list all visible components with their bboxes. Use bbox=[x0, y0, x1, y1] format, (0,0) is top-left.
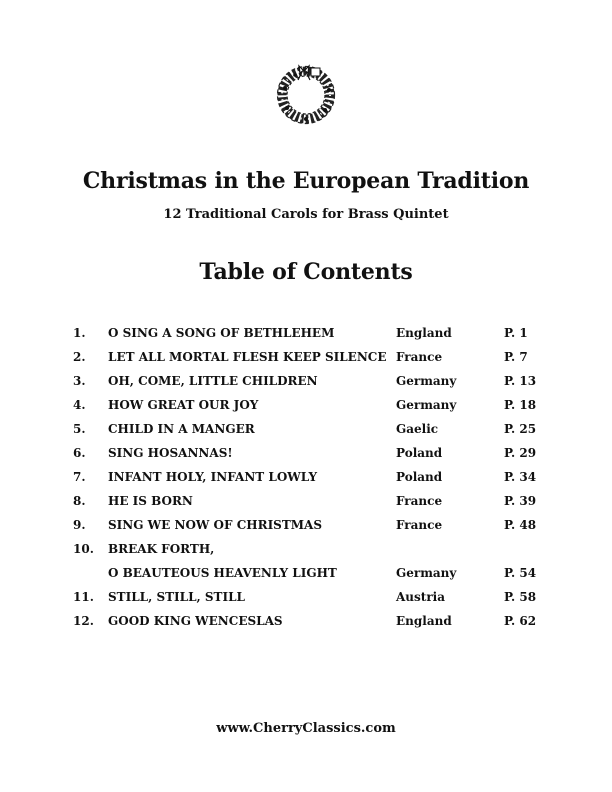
toc-title: HOW GREAT OUR JOY bbox=[108, 398, 259, 412]
toc-row bbox=[0, 371, 612, 395]
toc-number: 3. bbox=[73, 374, 86, 388]
toc-title: BREAK FORTH, bbox=[108, 542, 215, 556]
toc-row bbox=[0, 539, 612, 563]
toc-row bbox=[0, 323, 612, 347]
toc-title: SING WE NOW OF CHRISTMAS bbox=[108, 518, 323, 532]
toc-heading: Table of Contents bbox=[199, 259, 413, 285]
toc-page: P. 58 bbox=[504, 590, 537, 604]
toc-title: HE IS BORN bbox=[108, 494, 193, 508]
toc-row bbox=[0, 347, 612, 371]
toc-number: 4. bbox=[73, 398, 86, 412]
toc-number: 1. bbox=[73, 326, 86, 340]
toc-country: Austria bbox=[396, 590, 445, 604]
toc-row bbox=[0, 467, 612, 491]
toc-country: France bbox=[396, 494, 443, 508]
toc-number: 7. bbox=[73, 470, 86, 484]
toc-row bbox=[0, 395, 612, 419]
toc-page: P. 39 bbox=[504, 494, 537, 508]
wreath-icon bbox=[271, 58, 341, 126]
toc-number: 8. bbox=[73, 494, 86, 508]
toc-country: Poland bbox=[396, 470, 443, 484]
toc-title: O BEAUTEOUS HEAVENLY LIGHT bbox=[108, 566, 337, 580]
toc-page: P. 34 bbox=[504, 470, 537, 484]
toc-page: P. 29 bbox=[504, 446, 537, 460]
toc-number: 6. bbox=[73, 446, 86, 460]
toc-number: 11. bbox=[73, 590, 94, 604]
table-of-contents bbox=[0, 323, 612, 635]
toc-title: O SING A SONG OF BETHLEHEM bbox=[108, 326, 335, 340]
toc-title: INFANT HOLY, INFANT LOWLY bbox=[108, 470, 318, 484]
toc-page: P. 7 bbox=[504, 350, 528, 364]
document-title: Christmas in the European Tradition bbox=[82, 168, 530, 194]
toc-title: OH, COME, LITTLE CHILDREN bbox=[108, 374, 318, 388]
toc-title: STILL, STILL, STILL bbox=[108, 590, 245, 604]
toc-country: Germany bbox=[396, 566, 457, 580]
toc-number: 10. bbox=[73, 542, 94, 556]
toc-page: P. 13 bbox=[504, 374, 537, 388]
toc-row bbox=[0, 611, 612, 635]
toc-country: Poland bbox=[396, 446, 443, 460]
toc-country: Gaelic bbox=[396, 422, 439, 436]
toc-title: SING HOSANNAS! bbox=[108, 446, 233, 460]
toc-number: 2. bbox=[73, 350, 86, 364]
toc-row bbox=[0, 563, 612, 587]
footer-url: www.CherryClassics.com bbox=[216, 721, 396, 736]
toc-row bbox=[0, 443, 612, 467]
toc-row bbox=[0, 587, 612, 611]
toc-page: P. 18 bbox=[504, 398, 537, 412]
toc-number: 12. bbox=[73, 614, 94, 628]
document-subtitle: 12 Traditional Carols for Brass Quintet bbox=[163, 207, 449, 222]
toc-row bbox=[0, 419, 612, 443]
toc-page: P. 62 bbox=[504, 614, 537, 628]
toc-row bbox=[0, 491, 612, 515]
toc-page: P. 48 bbox=[504, 518, 537, 532]
toc-title: GOOD KING WENCESLAS bbox=[108, 614, 283, 628]
toc-title: LET ALL MORTAL FLESH KEEP SILENCE bbox=[108, 350, 387, 364]
toc-country: England bbox=[396, 614, 452, 628]
toc-country: Germany bbox=[396, 374, 457, 388]
toc-row bbox=[0, 515, 612, 539]
toc-country: France bbox=[396, 350, 443, 364]
toc-number: 5. bbox=[73, 422, 86, 436]
toc-title: CHILD IN A MANGER bbox=[108, 422, 255, 436]
toc-page: P. 54 bbox=[504, 566, 537, 580]
toc-country: Germany bbox=[396, 398, 457, 412]
toc-number: 9. bbox=[73, 518, 86, 532]
toc-page: P. 1 bbox=[504, 326, 528, 340]
toc-country: France bbox=[396, 518, 443, 532]
toc-country: England bbox=[396, 326, 452, 340]
toc-page: P. 25 bbox=[504, 422, 537, 436]
